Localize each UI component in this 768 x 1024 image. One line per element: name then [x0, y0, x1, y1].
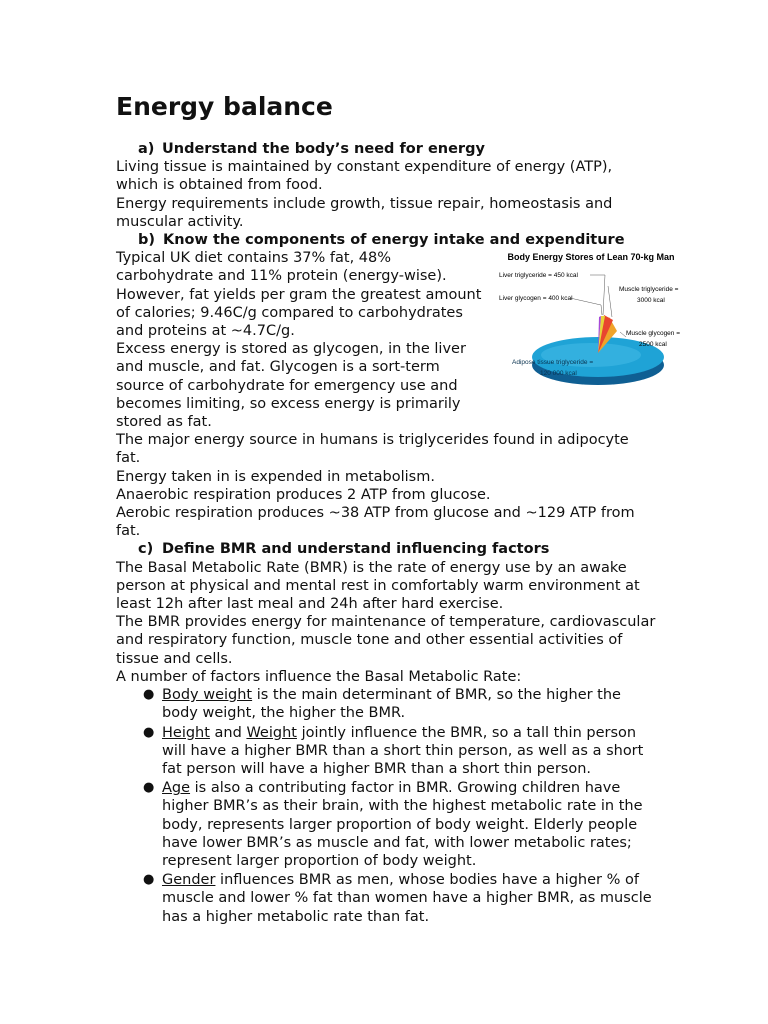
paragraph: Energy taken in is expended in metabolism.: [116, 468, 435, 485]
label-adipose-value: 120 000 kcal: [540, 370, 577, 378]
paragraph: The Basal Metabolic Rate (BMR) is the rate of energy use by an awake person at physical and mental rest in comfortably warm environment at least 12h after last meal and 24h after hard exercise.: [116, 559, 640, 613]
section-b-label: b): [138, 232, 156, 249]
leader-line: [601, 305, 602, 315]
factor-term: Gender: [162, 872, 216, 889]
paragraph: Typical UK diet contains 37% fat, 48% carbohydrate and 11% protein (energy-wise). However, fat yields per gram the greatest amount of calories; 9.46C/g compared to carbohydrates and proteins at ~4.7C/g.: [116, 250, 482, 340]
label-liver-triglyceride: Liver triglyceride = 450 kcal: [499, 272, 578, 280]
label-muscle-glycogen: Muscle glycogen =: [626, 330, 681, 338]
paragraph: Living tissue is maintained by constant expenditure of energy (ATP), which is obtained from food.: [116, 159, 613, 194]
label-adipose: Adipose tissue triglyceride =: [512, 359, 594, 367]
list-item: [143, 724, 656, 779]
leader-line: [570, 298, 601, 305]
factor-term: Age: [162, 780, 191, 797]
paragraph: The major energy source in humans is triglycerides found in adipocyte fat.: [116, 432, 629, 467]
pie-chart-svg: [491, 249, 691, 399]
label-liver-glycogen: Liver glycogen = 400 kcal: [499, 295, 573, 303]
bmr-factor-list: [116, 686, 656, 926]
energy-stores-chart: [491, 249, 691, 399]
label-muscle-triglyceride-value: 3000 kcal: [637, 297, 665, 305]
list-item: [143, 686, 656, 722]
label-muscle-glycogen-value: 2500 kcal: [639, 341, 667, 349]
leader-line: [603, 275, 605, 315]
section-c-heading: [116, 540, 656, 558]
paragraph: The BMR provides energy for maintenance of temperature, cardiovascular and respiratory function, muscle tone and other essential activities of tissue and cells.: [116, 614, 656, 667]
factor-text: is the main determinant of BMR, so the higher the body weight, the higher the BMR.: [162, 687, 621, 722]
section-a-title: Understand the body’s need for energy: [162, 141, 485, 157]
section-b-heading: [116, 231, 656, 249]
factor-text: influences BMR as men, whose bodies have a higher % of muscle and lower % fat than women have a higher BMR, as muscle has a higher metabolic rate than fat.: [162, 872, 652, 925]
leader-line: [608, 286, 612, 317]
section-b-body: [116, 249, 681, 431]
section-b-title: Know the components of energy intake and expenditure: [163, 232, 625, 249]
factor-text: is also a contributing factor in BMR. Growing children have higher BMR’s as their brain, with the highest metabolic rate in the body, represents larger proportion of body weight. Elderly people have lower BMR’s as muscle and fat, with lower metabolic rates; represent larger proportion of body weight.: [162, 780, 643, 869]
paragraph: Energy requirements include growth, tissue repair, homeostasis and muscular activity.: [116, 195, 613, 230]
factor-term: Height: [162, 724, 210, 741]
section-a-label: a): [138, 141, 155, 157]
document-page: [116, 90, 681, 927]
paragraph: Excess energy is stored as glycogen, in the liver and muscle, and fat. Glycogen is a sort-term source of carbohydrate for emergency use and becomes limiting, so excess energy is primarily stored as fat.: [116, 341, 466, 431]
paragraph: Aerobic respiration produces ~38 ATP from glucose and ~129 ATP from fat.: [116, 505, 635, 540]
factor-connector: and: [209, 724, 247, 741]
factor-term: Body weight: [162, 687, 253, 704]
section-c-title: Define BMR and understand influencing factors: [162, 541, 550, 558]
bullet-icon: ●: [143, 780, 155, 796]
label-muscle-triglyceride: Muscle triglyceride =: [619, 286, 679, 294]
paragraph: A number of factors influence the Basal Metabolic Rate:: [116, 668, 522, 685]
factor-term: Weight: [246, 724, 297, 741]
chart-title: Body Energy Stores of Lean 70-kg Man: [507, 252, 675, 263]
section-c-label: c): [138, 541, 154, 558]
bullet-icon: ●: [143, 872, 155, 888]
list-item: [143, 779, 656, 870]
section-a-heading: [116, 140, 656, 158]
bullet-icon: ●: [143, 687, 155, 703]
list-item: [143, 871, 656, 926]
factor-text: jointly influence the BMR, so a tall thin person will have a higher BMR than a short thin person, as well as a short fat person will have a higher BMR than a short thin person.: [162, 724, 644, 777]
bullet-icon: ●: [143, 724, 155, 740]
page-title: Energy balance: [116, 92, 333, 121]
paragraph: Anaerobic respiration produces 2 ATP from glucose.: [116, 486, 491, 503]
